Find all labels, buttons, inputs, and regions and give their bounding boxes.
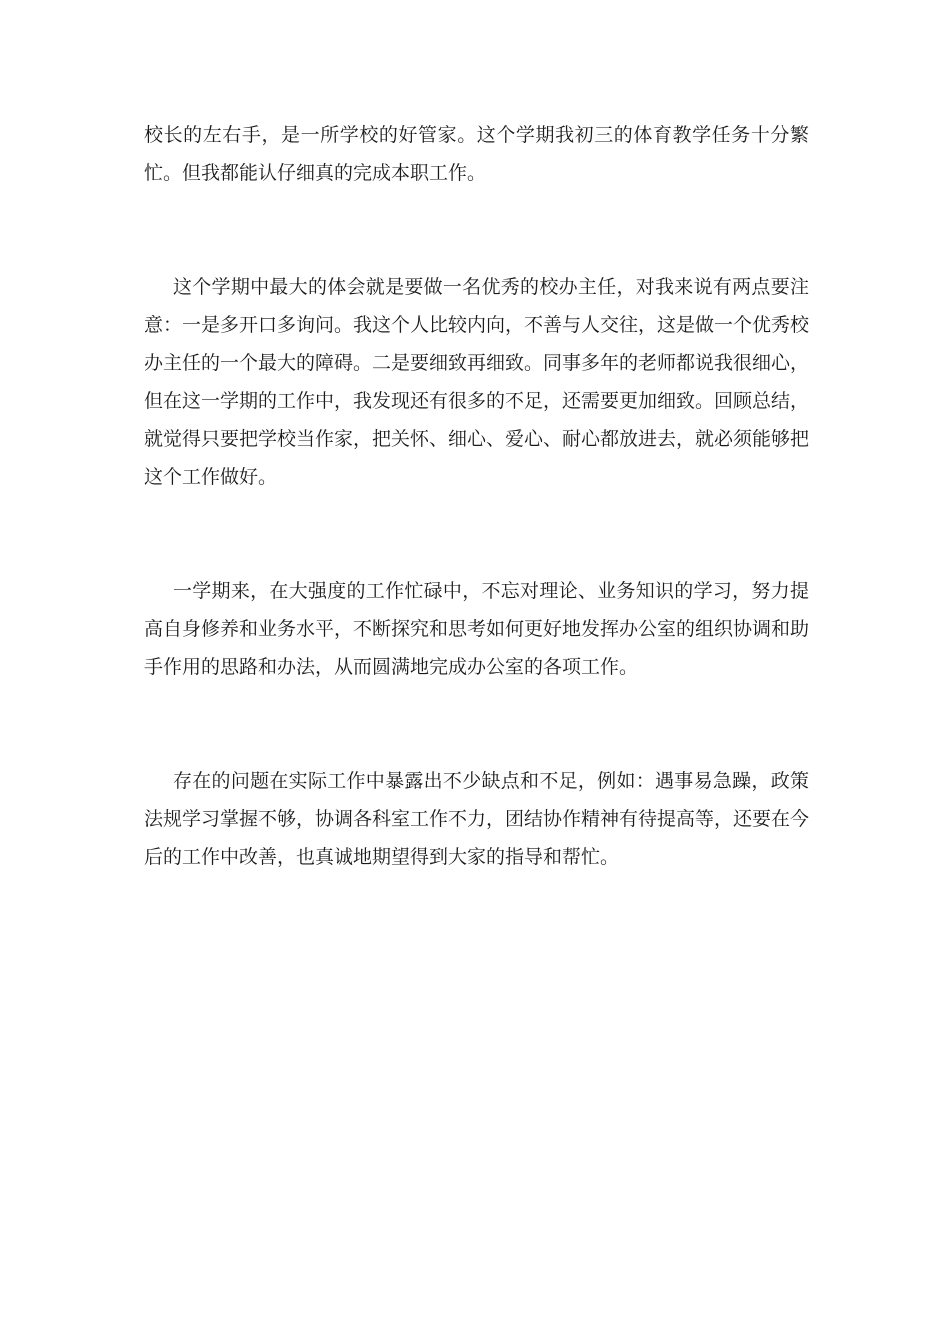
paragraph-4: 存在的问题在实际工作中暴露出不少缺点和不足，例如：遇事易急躁，政策法规学习掌握不够，协调各科室工作不力，团结协作精神有待提高等，还要在今后的工作中改善，也真诚地期望得到大家的指导和帮忙。: [144, 770, 810, 868]
paragraph-1: 校长的左右手，是一所学校的好管家。这个学期我初三的体育教学任务十分繁忙。但我都能认仔细真的完成本职工作。: [144, 124, 809, 184]
document-body: [144, 116, 809, 876]
paragraph-3: 一学期来，在大强度的工作忙碌中，不忘对理论、业务知识的学习，努力提高自身修养和业务水平，不断探究和思考如何更好地发挥办公室的组织协调和助手作用的思路和办法，从而圆满地完成办公室的各项工作。: [144, 580, 810, 678]
paragraph-spacer: [144, 686, 809, 762]
paragraph-2: 这个学期中最大的体会就是要做一名优秀的校办主任，对我来说有两点要注意：一是多开口多询问。我这个人比较内向，不善与人交往，这是做一个优秀校办主任的一个最大的障碍。二是要细致再细致。同事多年的老师都说我很细心，但在这一学期的工作中，我发现还有很多的不足，还需要更加细致。回顾总结，就觉得只要把学校当作家，把关怀、细心、爱心、耐心都放进去，就必须能够把这个工作做好。: [144, 276, 810, 488]
paragraph-spacer: [144, 496, 809, 572]
paragraph-spacer: [144, 192, 809, 268]
